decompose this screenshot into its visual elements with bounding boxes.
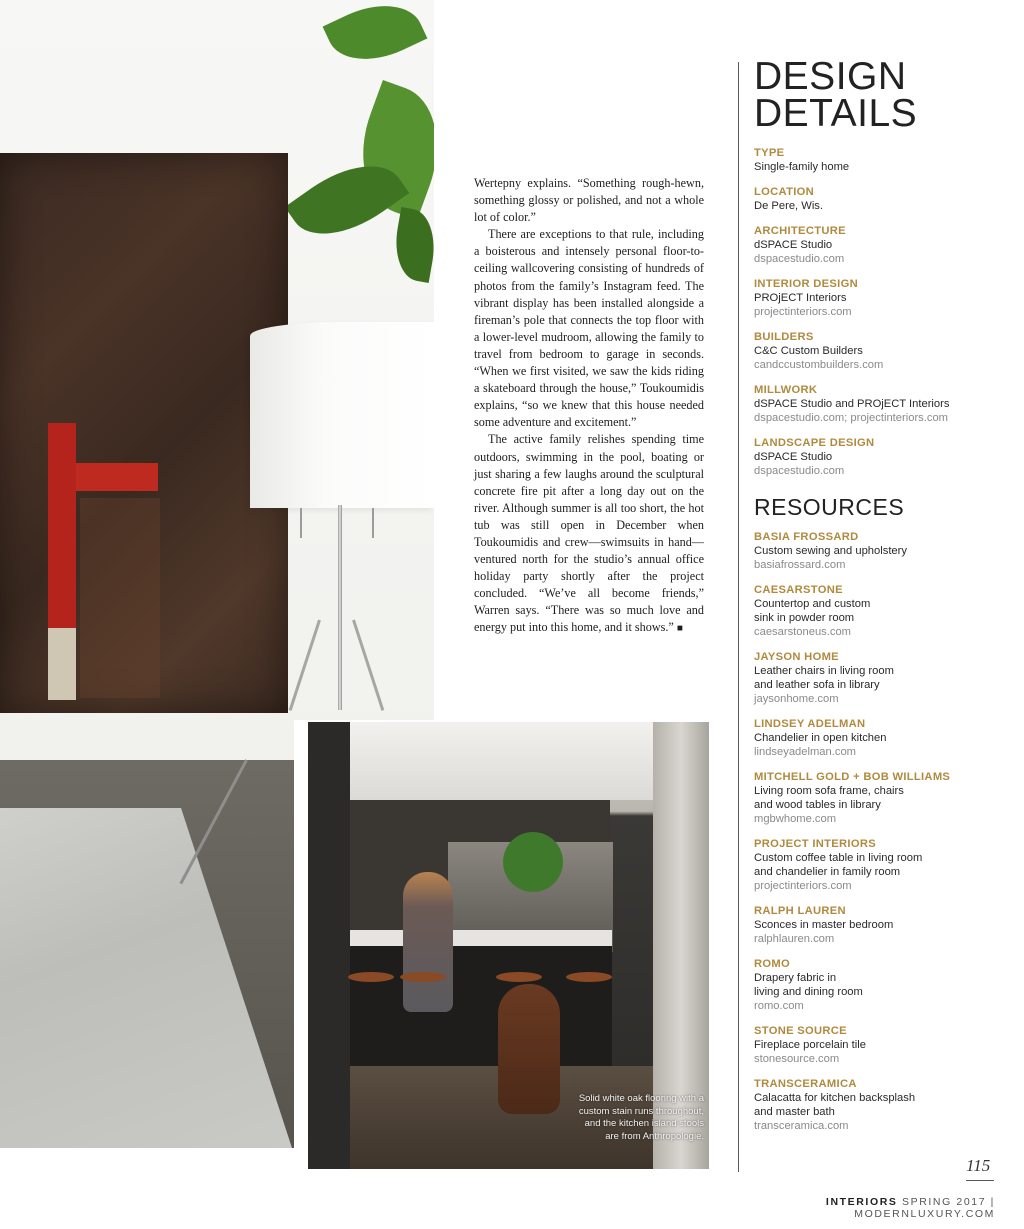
fiddle-leaf-plant — [389, 207, 434, 283]
resources-entry — [754, 770, 1014, 826]
resources-entry-heading: BASIA FROSSARD — [754, 531, 859, 543]
design_details-entry-website: dspacestudio.com — [754, 253, 845, 265]
design_details-entry — [754, 185, 1014, 213]
resources-entry-heading: ROMO — [754, 958, 791, 970]
design-details-title — [754, 55, 1014, 135]
design_details-entry-description: dSPACE Studio and PROjECT Interiors — [754, 398, 950, 410]
tapestry-cream-block — [48, 628, 76, 700]
resources-entry — [754, 530, 1014, 572]
resources-entry-description: Custom sewing and upholstery — [754, 545, 907, 557]
design_details-entry — [754, 436, 1014, 478]
article-paragraph — [474, 431, 704, 637]
resources-entry — [754, 583, 1014, 639]
resources-entry-description: Sconces in master bedroom — [754, 919, 894, 931]
photo-caption: Solid white oak flooring with a custom stain runs throughout, and the kitchen island stools are from Anthropologie. — [578, 1093, 704, 1142]
resources-entry-description: living and dining room — [754, 986, 863, 998]
design_details-entry-heading: INTERIOR DESIGN — [754, 278, 858, 290]
design-details-title-line: DETAILS — [754, 92, 918, 135]
resources-entry-heading: CAESARSTONE — [754, 584, 843, 596]
resources-entry-website: jaysonhome.com — [754, 693, 839, 705]
article-paragraph-text: The active family relishes spending time outdoors, swimming in the pool, boating or just sharing a few laughs around the sculptural concrete fire pit after a long day out on the river. Although summer is all too short, the hot tub was still open in December when Toukoumidis and crew—swimsuits in hand—ventured north for the studio’s annual office holiday party shortly after the project concluded. “We’ve all become friends,” Warren says. “There was so much love and energy put into this home, and it shows.” — [474, 432, 704, 635]
floor-lamp-pole — [338, 505, 342, 710]
end-mark-icon: ■ — [676, 623, 683, 635]
resources-entry-description: and master bath — [754, 1106, 835, 1118]
design-details-section — [754, 55, 1014, 478]
resources-entry-website: basiafrossard.com — [754, 559, 846, 571]
design_details-entry-description: dSPACE Studio — [754, 451, 833, 463]
design-details-list — [754, 146, 1014, 478]
tapestry-panel — [80, 498, 160, 698]
bar-stool — [566, 972, 612, 982]
resources-entry-description: and wood tables in library — [754, 799, 881, 811]
resources-entry — [754, 957, 1014, 1013]
design_details-entry — [754, 224, 1014, 266]
resources-title: RESOURCES — [754, 494, 905, 520]
resources-entry-website: mgbwhome.com — [754, 813, 837, 825]
bar-stool — [496, 972, 542, 982]
design_details-entry-description: Single-family home — [754, 161, 850, 173]
resources-entry-website: projectinteriors.com — [754, 880, 852, 892]
wall-tapestry — [0, 153, 288, 713]
design_details-entry — [754, 146, 1014, 174]
resources-entry — [754, 837, 1014, 893]
resources-entry-heading: RALPH LAUREN — [754, 905, 846, 917]
design_details-entry — [754, 277, 1014, 319]
tapestry-red-stripe — [48, 423, 76, 628]
design_details-entry — [754, 330, 1014, 372]
resources-entry-heading: TRANSCERAMICA — [754, 1078, 857, 1090]
resources-entry-description: Countertop and custom — [754, 598, 871, 610]
resources-entry-description: Custom coffee table in living room — [754, 852, 923, 864]
kitchen-plant — [503, 832, 563, 892]
article-paragraph: There are exceptions to that rule, including a boisterous and intensely personal floor-to-ceiling wallcovering consisting of hundreds of photos from the family’s Instagram feed. The vibrant display has been installed alongside a fireman’s pole that connects the top floor with a lower-level mudroom, allowing the family to travel from bedroom to garage in seconds. “When we first visited, we saw the kids riding a skateboard through the house,” Toukoumidis explains, “so we knew that this house needed some adventure and excitement.” — [474, 227, 704, 430]
article-paragraph: Wertepny explains. “Something rough-hewn, something glossy or polished, and not a whole lot of color.” — [474, 176, 704, 225]
resources-section — [754, 494, 1014, 1133]
resources-entry-description: Living room sofa frame, chairs — [754, 785, 904, 797]
resources-entry-website: romo.com — [754, 1000, 804, 1012]
kitchen-ceiling — [308, 722, 709, 800]
kitchen-countertop — [350, 930, 612, 946]
design_details-entry-description: dSPACE Studio — [754, 239, 833, 251]
kitchen-pillar — [308, 722, 350, 1169]
design_details-entry-heading: TYPE — [754, 147, 785, 159]
resources-list — [754, 530, 1014, 1133]
lamp-pull-chain — [372, 508, 374, 538]
design-details-title-line: DESIGN — [754, 55, 907, 98]
page-number-rule — [966, 1180, 994, 1181]
sidebar — [754, 55, 1014, 1133]
resources-entry — [754, 904, 1014, 946]
dog-figure — [498, 984, 560, 1114]
design_details-entry-description: De Pere, Wis. — [754, 200, 824, 212]
fiddle-leaf-plant — [323, 0, 428, 76]
resources-entry-website: lindseyadelman.com — [754, 746, 856, 758]
design_details-entry-description: C&C Custom Builders — [754, 345, 863, 357]
design_details-entry-description: PROjECT Interiors — [754, 292, 847, 304]
tapestry-red-stripe — [76, 463, 158, 491]
article-body — [474, 175, 704, 638]
design_details-entry-website: projectinteriors.com — [754, 306, 852, 318]
resources-entry — [754, 1077, 1014, 1133]
resources-entry-description: Drapery fabric in — [754, 972, 837, 984]
footer-brand: INTERIORS — [825, 1196, 898, 1208]
design_details-entry — [754, 383, 1014, 425]
resources-entry-description: sink in powder room — [754, 612, 855, 624]
floor-lamp-leg — [352, 620, 384, 711]
resources-entry-description: Fireplace porcelain tile — [754, 1039, 866, 1051]
resources-entry-heading: STONE SOURCE — [754, 1025, 847, 1037]
footer-issue: SPRING 2017 | MODERNLUXURY.COM — [854, 1196, 995, 1220]
design_details-entry-website: candccustombuilders.com — [754, 359, 884, 371]
resources-entry-description: Chandelier in open kitchen — [754, 732, 887, 744]
sidebar-divider — [738, 62, 739, 1172]
resources-entry-website: stonesource.com — [754, 1053, 840, 1065]
floor-lamp-leg — [289, 620, 321, 711]
design_details-entry-website: dspacestudio.com; projectinteriors.com — [754, 412, 949, 424]
page-number: 115 — [966, 1156, 991, 1175]
kitchen-island — [350, 946, 612, 1066]
resources-entry-description: Leather chairs in living room — [754, 665, 894, 677]
resources-entry-website: ralphlauren.com — [754, 933, 835, 945]
girl-figure — [403, 872, 453, 1012]
design_details-entry-website: dspacestudio.com — [754, 465, 845, 477]
resources-entry-heading: LINDSEY ADELMAN — [754, 718, 866, 730]
resources-entry-heading: PROJECT INTERIORS — [754, 838, 876, 850]
design_details-entry-heading: BUILDERS — [754, 331, 814, 343]
lamp-pull-chain — [300, 508, 302, 538]
resources-entry-heading: MITCHELL GOLD + BOB WILLIAMS — [754, 771, 951, 783]
resources-entry-heading: JAYSON HOME — [754, 651, 839, 663]
design_details-entry-heading: ARCHITECTURE — [754, 225, 846, 237]
design_details-entry-heading: LANDSCAPE DESIGN — [754, 437, 875, 449]
resources-entry-description: Calacatta for kitchen backsplash — [754, 1092, 916, 1104]
resources-entry — [754, 717, 1014, 759]
resources-entry-description: and leather sofa in library — [754, 679, 880, 691]
design_details-entry-heading: LOCATION — [754, 186, 814, 198]
resources-entry-description: and chandelier in family room — [754, 866, 901, 878]
resources-entry-website: transceramica.com — [754, 1120, 849, 1132]
resources-entry — [754, 1024, 1014, 1066]
floor-lamp-shade — [250, 322, 434, 508]
bar-stool — [348, 972, 394, 982]
magazine-footer — [713, 1196, 995, 1220]
bar-stool — [400, 972, 446, 982]
resources-entry-website: caesarstoneus.com — [754, 626, 852, 638]
resources-entry — [754, 650, 1014, 706]
design_details-entry-heading: MILLWORK — [754, 384, 818, 396]
